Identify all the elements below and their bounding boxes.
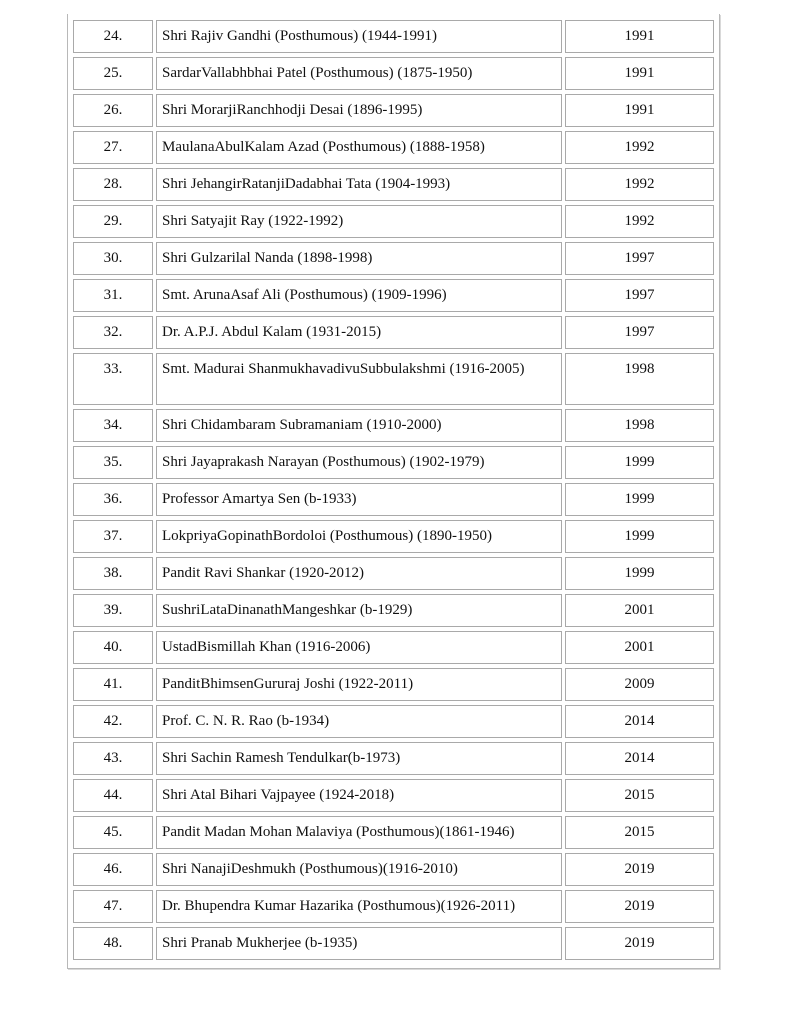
award-year: 2014 bbox=[565, 705, 714, 738]
awardee-name: Professor Amartya Sen (b-1933) bbox=[156, 483, 562, 516]
row-number: 46. bbox=[73, 853, 153, 886]
row-number: 38. bbox=[73, 557, 153, 590]
table-row bbox=[73, 853, 714, 886]
row-number: 47. bbox=[73, 890, 153, 923]
row-number: 28. bbox=[73, 168, 153, 201]
award-year: 1991 bbox=[565, 94, 714, 127]
row-number: 41. bbox=[73, 668, 153, 701]
table-row bbox=[73, 631, 714, 664]
awardee-name: Shri JehangirRatanjiDadabhai Tata (1904-1993) bbox=[156, 168, 562, 201]
awardee-name: Smt. ArunaAsaf Ali (Posthumous) (1909-1996) bbox=[156, 279, 562, 312]
award-year: 1999 bbox=[565, 520, 714, 553]
award-year: 2001 bbox=[565, 631, 714, 664]
row-number: 40. bbox=[73, 631, 153, 664]
award-year: 1997 bbox=[565, 279, 714, 312]
row-number: 42. bbox=[73, 705, 153, 738]
row-number: 48. bbox=[73, 927, 153, 960]
row-number: 24. bbox=[73, 20, 153, 53]
row-number: 36. bbox=[73, 483, 153, 516]
awardee-name: LokpriyaGopinathBordoloi (Posthumous) (1890-1950) bbox=[156, 520, 562, 553]
award-year: 2019 bbox=[565, 853, 714, 886]
table-row bbox=[73, 557, 714, 590]
row-number: 37. bbox=[73, 520, 153, 553]
row-number: 35. bbox=[73, 446, 153, 479]
award-year: 1999 bbox=[565, 446, 714, 479]
awardee-name: Shri Satyajit Ray (1922-1992) bbox=[156, 205, 562, 238]
awards-table-body bbox=[73, 20, 714, 960]
table-row bbox=[73, 168, 714, 201]
awardee-name: Shri Atal Bihari Vajpayee (1924-2018) bbox=[156, 779, 562, 812]
table-row bbox=[73, 927, 714, 960]
awardee-name: Pandit Ravi Shankar (1920-2012) bbox=[156, 557, 562, 590]
table-row bbox=[73, 20, 714, 53]
awardee-name: Smt. Madurai ShanmukhavadivuSubbulakshmi (1916-2005) bbox=[156, 353, 562, 405]
table-row bbox=[73, 779, 714, 812]
awardee-name: Dr. Bhupendra Kumar Hazarika (Posthumous)(1926-2011) bbox=[156, 890, 562, 923]
table-row bbox=[73, 742, 714, 775]
table-row bbox=[73, 890, 714, 923]
award-year: 2015 bbox=[565, 779, 714, 812]
awardee-name: SardarVallabhbhai Patel (Posthumous) (1875-1950) bbox=[156, 57, 562, 90]
row-number: 30. bbox=[73, 242, 153, 275]
row-number: 34. bbox=[73, 409, 153, 442]
awardee-name: Shri Sachin Ramesh Tendulkar(b-1973) bbox=[156, 742, 562, 775]
row-number: 33. bbox=[73, 353, 153, 405]
table-row bbox=[73, 446, 714, 479]
awardee-name: MaulanaAbulKalam Azad (Posthumous) (1888-1958) bbox=[156, 131, 562, 164]
row-number: 27. bbox=[73, 131, 153, 164]
table-row bbox=[73, 483, 714, 516]
award-year: 1991 bbox=[565, 57, 714, 90]
award-year: 1997 bbox=[565, 316, 714, 349]
row-number: 32. bbox=[73, 316, 153, 349]
table-row bbox=[73, 353, 714, 405]
awardee-name: Shri Pranab Mukherjee (b-1935) bbox=[156, 927, 562, 960]
awardee-name: Shri Gulzarilal Nanda (1898-1998) bbox=[156, 242, 562, 275]
awardee-name: Pandit Madan Mohan Malaviya (Posthumous)(1861-1946) bbox=[156, 816, 562, 849]
row-number: 44. bbox=[73, 779, 153, 812]
row-number: 45. bbox=[73, 816, 153, 849]
award-year: 1999 bbox=[565, 483, 714, 516]
awardee-name: Shri MorarjiRanchhodji Desai (1896-1995) bbox=[156, 94, 562, 127]
awardee-name: UstadBismillah Khan (1916-2006) bbox=[156, 631, 562, 664]
table-row bbox=[73, 520, 714, 553]
award-year: 2019 bbox=[565, 890, 714, 923]
row-number: 31. bbox=[73, 279, 153, 312]
awardee-name: Shri NanajiDeshmukh (Posthumous)(1916-2010) bbox=[156, 853, 562, 886]
table-row bbox=[73, 94, 714, 127]
award-year: 1991 bbox=[565, 20, 714, 53]
awardee-name: SushriLataDinanathMangeshkar (b-1929) bbox=[156, 594, 562, 627]
table-row bbox=[73, 316, 714, 349]
table-row bbox=[73, 668, 714, 701]
table-row bbox=[73, 594, 714, 627]
award-year: 1998 bbox=[565, 353, 714, 405]
table-row bbox=[73, 409, 714, 442]
awards-table bbox=[70, 16, 717, 964]
table-row bbox=[73, 279, 714, 312]
table-row bbox=[73, 131, 714, 164]
awardee-name: Shri Chidambaram Subramaniam (1910-2000) bbox=[156, 409, 562, 442]
award-year: 2019 bbox=[565, 927, 714, 960]
table-row bbox=[73, 242, 714, 275]
awards-table-container bbox=[67, 14, 720, 969]
table-row bbox=[73, 705, 714, 738]
table-row bbox=[73, 57, 714, 90]
awardee-name: Dr. A.P.J. Abdul Kalam (1931-2015) bbox=[156, 316, 562, 349]
award-year: 1998 bbox=[565, 409, 714, 442]
row-number: 25. bbox=[73, 57, 153, 90]
awardee-name: Prof. C. N. R. Rao (b-1934) bbox=[156, 705, 562, 738]
award-year: 1992 bbox=[565, 205, 714, 238]
award-year: 2001 bbox=[565, 594, 714, 627]
award-year: 2009 bbox=[565, 668, 714, 701]
row-number: 29. bbox=[73, 205, 153, 238]
award-year: 2014 bbox=[565, 742, 714, 775]
awardee-name: PanditBhimsenGururaj Joshi (1922-2011) bbox=[156, 668, 562, 701]
award-year: 1999 bbox=[565, 557, 714, 590]
award-year: 1997 bbox=[565, 242, 714, 275]
award-year: 2015 bbox=[565, 816, 714, 849]
row-number: 39. bbox=[73, 594, 153, 627]
award-year: 1992 bbox=[565, 168, 714, 201]
award-year: 1992 bbox=[565, 131, 714, 164]
awardee-name: Shri Rajiv Gandhi (Posthumous) (1944-1991) bbox=[156, 20, 562, 53]
row-number: 26. bbox=[73, 94, 153, 127]
row-number: 43. bbox=[73, 742, 153, 775]
table-row bbox=[73, 816, 714, 849]
table-row bbox=[73, 205, 714, 238]
awardee-name: Shri Jayaprakash Narayan (Posthumous) (1902-1979) bbox=[156, 446, 562, 479]
